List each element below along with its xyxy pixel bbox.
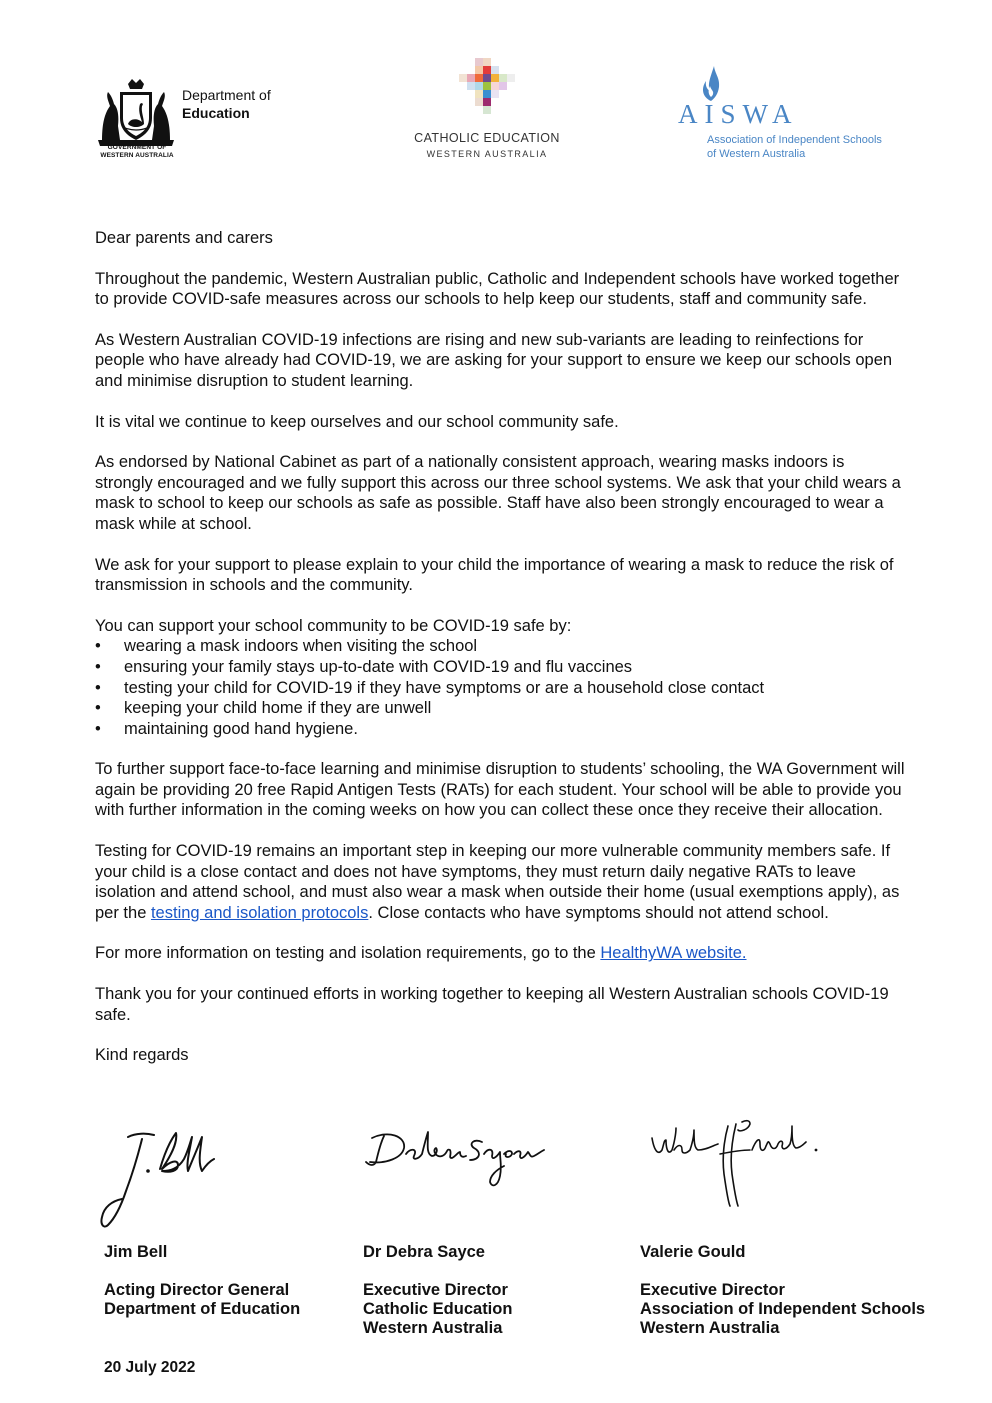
support-list <box>95 636 905 739</box>
debra-sayce-signature <box>362 1120 552 1192</box>
role-line: Western Australia <box>640 1319 780 1337</box>
role-line: Western Australia <box>363 1319 503 1337</box>
signatory-name: Dr Debra Sayce <box>363 1243 485 1261</box>
testing-text-after: . Close contacts who have symptoms should not attend school. <box>368 903 829 922</box>
role-line: Executive Director <box>640 1281 785 1299</box>
paragraph-vital: It is vital we continue to keep ourselves and our school community safe. <box>95 412 619 431</box>
gov-line-2: WESTERN AUSTRALIA <box>100 152 174 159</box>
role-line: Department of Education <box>104 1300 301 1318</box>
healthywa-website-link[interactable]: HealthyWA website. <box>600 944 747 963</box>
list-intro: You can support your school community to be COVID-19 safe by: <box>95 616 572 635</box>
list-item: • keeping your child home if they are unwell <box>95 698 905 719</box>
signatory-role <box>640 1281 925 1338</box>
signatory-name: Valerie Gould <box>640 1243 746 1261</box>
catholic-education-logo <box>404 58 570 168</box>
wa-coat-of-arms-icon <box>92 78 180 150</box>
role-line: Association of Independent Schools <box>640 1300 926 1318</box>
role-line: Acting Director General <box>104 1281 290 1299</box>
paragraph-masks: As endorsed by National Cabinet as part of a nationally consistent approach, wearing masks indoors is strongly encouraged and we fully support this across our three school systems. We ask that your child wears a mask to school to keep our schools as safe as possible. Staff have also been strongly encouraged to wear a mask while at school. <box>95 453 901 533</box>
more-info-text: For more information on testing and isolation requirements, go to the <box>95 944 601 963</box>
paragraph-infections: As Western Australian COVID-19 infections are rising and new sub-variants are leading to reinfections for people who have already had COVID-19, we are asking for your support to ensure we keep our schools open and minimise disruption to student learning. <box>95 330 893 390</box>
role-line: Executive Director <box>363 1281 508 1299</box>
department-of-education-logo <box>92 78 292 170</box>
list-item: • ensuring your family stays up-to-date with COVID-19 and flu vaccines <box>95 657 905 678</box>
catholic-education-sub: WESTERN AUSTRALIA <box>426 149 548 159</box>
catholic-education-name: CATHOLIC EDUCATION <box>414 131 560 145</box>
aiswa-line-2: of Western Australia <box>707 148 806 160</box>
testing-isolation-protocols-link[interactable]: testing and isolation protocols <box>150 903 369 922</box>
gov-line-1: GOVERNMENT OF <box>107 144 167 151</box>
aiswa-wordmark: AISWA <box>678 99 799 129</box>
aiswa-full-name <box>707 133 882 161</box>
paragraph-intro: Throughout the pandemic, Western Australian public, Catholic and Independent schools have worked together to provide COVID-safe measures across our schools to help keep our students, staff and community safe. <box>95 269 900 309</box>
paragraph-rats: To further support face-to-face learning and minimise disruption to students’ schooling, the WA Government will again be providing 20 free Rapid Antigen Tests (RATs) for each student. Your school will be able to provide you with further information in the coming weeks on how you can collect these once they receive their allocation. <box>95 760 905 820</box>
signatory-debra-sayce <box>363 1243 512 1338</box>
signatory-role <box>363 1281 512 1338</box>
government-of-wa-caption <box>92 144 182 160</box>
testing-text-before: Testing for COVID-19 remains an important step in keeping our more vulnerable community members safe. If your child is a close contact and does not have symptoms, they must return daily negative RATs to leave isolation and attend school, and must also wear a mask when outside their home (usual exemptions apply), as per the <box>95 842 900 922</box>
aiswa-logo <box>676 64 916 164</box>
signatory-role <box>104 1281 300 1319</box>
signatory-jim-bell <box>104 1243 300 1319</box>
list-item: • testing your child for COVID-19 if they have symptoms or are a household close contact <box>95 678 905 699</box>
salutation: Dear parents and carers <box>95 229 273 247</box>
paragraph-thanks: Thank you for your continued efforts in working together to keeping all Western Australian schools COVID-19 safe. <box>95 985 889 1024</box>
dept-name-line-1: Department of <box>182 87 271 103</box>
aiswa-line-1: Association of Independent Schools <box>707 134 882 146</box>
valerie-gould-signature <box>646 1110 826 1210</box>
list-item: • maintaining good hand hygiene. <box>95 719 905 740</box>
letter-body <box>95 228 905 1086</box>
dept-name-line-2: Education <box>182 105 250 121</box>
role-line: Catholic Education <box>363 1300 513 1318</box>
signatory-name: Jim Bell <box>104 1243 168 1261</box>
closing: Kind regards <box>95 1046 189 1065</box>
letter-date: 20 July 2022 <box>104 1359 196 1376</box>
flame-icon <box>698 64 724 102</box>
paragraph-testing <box>95 841 905 923</box>
paragraph-explain: We ask for your support to please explain to your child the importance of wearing a mask to reduce the risk of transmission in schools and the community. <box>95 555 894 595</box>
signatory-valerie-gould <box>640 1243 925 1338</box>
paragraph-more-info <box>95 943 905 964</box>
department-name <box>182 86 271 122</box>
mosaic-cross-icon <box>459 58 515 114</box>
jim-bell-signature <box>98 1125 222 1229</box>
list-item: • wearing a mask indoors when visiting the school <box>95 636 905 657</box>
